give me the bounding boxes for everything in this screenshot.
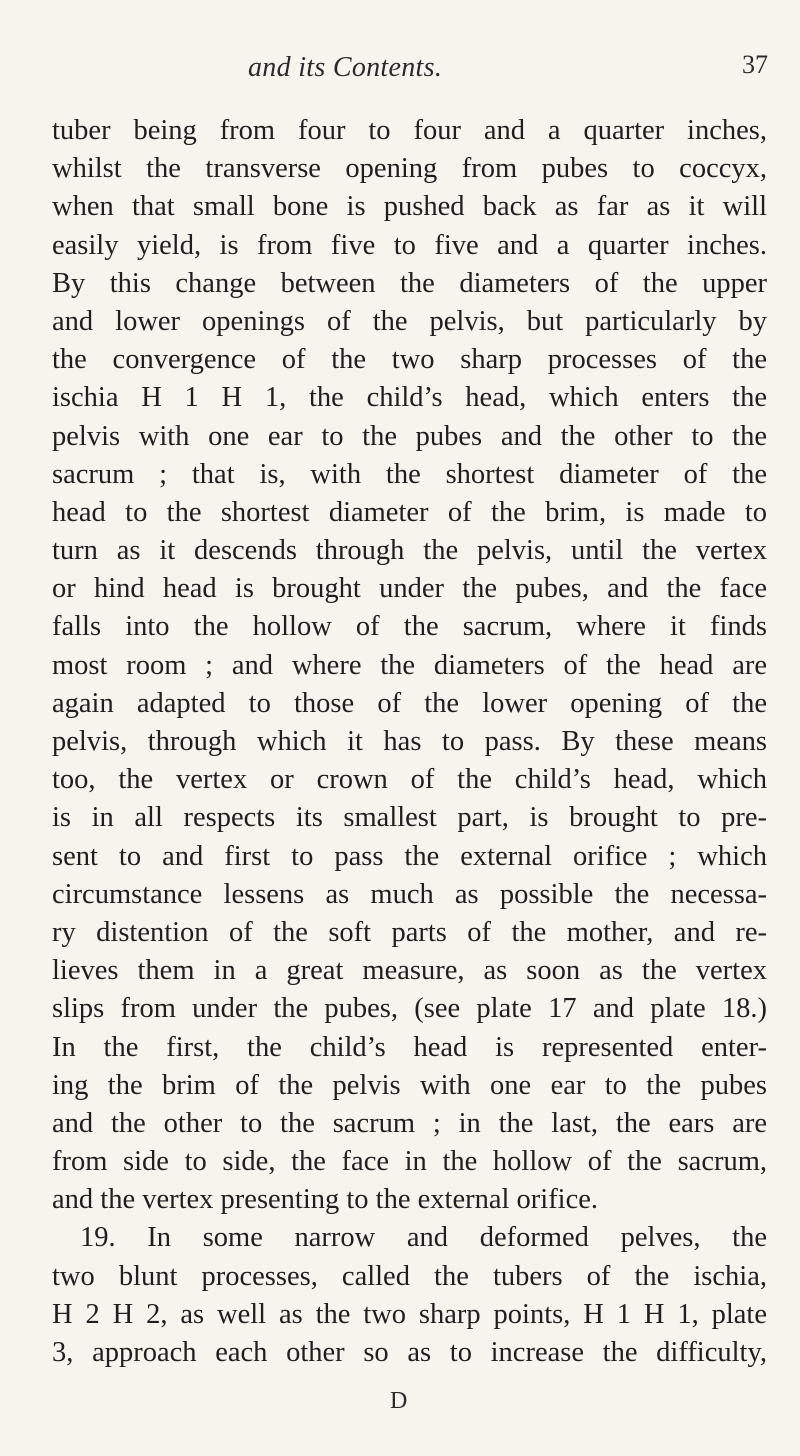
text-line: and the vertex presenting to the external orifice.: [52, 1184, 599, 1216]
text-line: easily yield, is from five to five and a quarter inches.: [52, 229, 767, 261]
text-line: slips from under the pubes, (see plate 17 and plate 18.): [52, 993, 767, 1025]
text-line: circumstance lessens as much as possible the necessa-: [52, 878, 767, 910]
text-line: two blunt processes, called the tubers of the ischia,: [52, 1260, 767, 1292]
text-line: ing the brim of the pelvis with one ear to the pubes: [52, 1069, 767, 1101]
text-line: turn as it descends through the pelvis, until the vertex: [52, 535, 767, 567]
text-line: sent to and first to pass the external orifice ; which: [52, 840, 767, 872]
text-line: is in all respects its smallest part, is brought to pre-: [52, 802, 767, 834]
text-line: or hind head is brought under the pubes, and the face: [52, 573, 767, 605]
text-line: ry distention of the soft parts of the mother, and re-: [52, 916, 767, 948]
text-line: and the other to the sacrum ; in the last, the ears are: [52, 1107, 767, 1139]
text-line: lieves them in a great measure, as soon as the vertex: [52, 955, 767, 987]
text-line: whilst the transverse opening from pubes to coccyx,: [52, 153, 767, 185]
text-line: falls into the hollow of the sacrum, where it finds: [52, 611, 767, 643]
text-line: the convergence of the two sharp processes of the: [52, 344, 767, 376]
text-line: In the first, the child’s head is represented enter-: [52, 1031, 767, 1063]
text-line: when that small bone is pushed back as far as it will: [52, 191, 767, 223]
text-line: sacrum ; that is, with the shortest diameter of the: [52, 458, 767, 490]
page-number: 37: [742, 50, 768, 79]
text-line: tuber being from four to four and a quarter inches,: [52, 115, 767, 146]
text-line: too, the vertex or crown of the child’s head, which: [52, 764, 767, 796]
paragraph-start-line: 19. In some narrow and deformed pelves, the: [80, 1222, 767, 1254]
signature-mark: D: [390, 1388, 408, 1414]
text-line: again adapted to those of the lower opening of the: [52, 687, 767, 719]
text-line: pelvis with one ear to the pubes and the other to the: [52, 420, 767, 452]
body-text: [52, 112, 767, 1372]
text-line: 3, approach each other so as to increase the difficulty,: [52, 1337, 767, 1368]
text-line: from side to side, the face in the hollow of the sacrum,: [52, 1146, 767, 1178]
text-line: pelvis, through which it has to pass. By these means: [52, 726, 767, 757]
text-line: head to the shortest diameter of the brim, is made to: [52, 496, 767, 528]
text-line: ischia H 1 H 1, the child’s head, which enters the: [52, 382, 767, 414]
running-head: and its Contents.: [248, 52, 443, 83]
text-line: By this change between the diameters of the upper: [52, 267, 767, 299]
text-line: H 2 H 2, as well as the two sharp points, H 1 H 1, plate: [52, 1298, 767, 1330]
text-line: and lower openings of the pelvis, but particularly by: [52, 305, 767, 337]
text-line: most room ; and where the diameters of the head are: [52, 649, 767, 681]
